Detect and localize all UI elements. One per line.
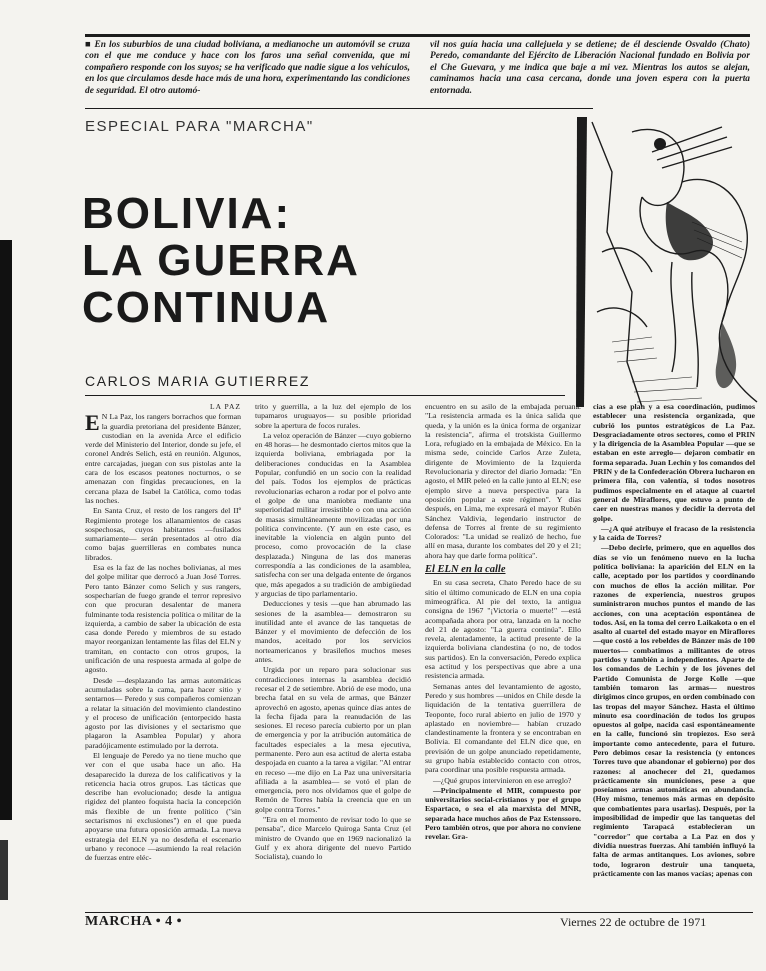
headline bbox=[82, 190, 360, 331]
paragraph: —Principalmente el MIR, compuesto por universitarios social-cristianos y por el grupo Espartaco, o sea el ala marxista del MNR, separada hace muchos años de Paz Estenssoro. Pero también otros, que por ahora no conviene revelar. Gra- bbox=[425, 785, 581, 842]
intro-block bbox=[85, 40, 755, 102]
paragraph: La veloz operación de Bánzer —cuyo gobierno en 48 horas— he desmontado ciertos mitos que la izquierda boliviana, embriagada por la deliberaciones conducidas en la Asamblea Popular, confundió en un socio con la realidad del país. Todos los ejemplos de prácticas revolucionarias echaron a rodar por el polvo ante el golpe de una maniobra mediante una superioridad militar irresistible o con una acción de masas simultáneamente movilizadas por una política convincente. (Y aun en este caso, es inevitable la violencia en algún punto del proceso, como provocación de la clase desplazada.) Ninguna de las dos maneras correspondía a las condiciones de la asamblea, satisfecha con ser una delgada entente de órganos que, más apegados a su tradición de ambigüedad y argucias de tipo parlamentario. bbox=[255, 430, 411, 598]
article-body bbox=[85, 402, 757, 910]
headline-line-2: LA GUERRA bbox=[82, 236, 360, 285]
headline-line-3: CONTINUA bbox=[82, 283, 331, 332]
footer-rule bbox=[85, 912, 753, 913]
scan-edge-shadow-lower bbox=[0, 840, 8, 900]
top-rule bbox=[85, 34, 750, 37]
article-column-1 bbox=[85, 402, 241, 910]
author-byline: CARLOS MARIA GUTIERREZ bbox=[85, 373, 311, 389]
paragraph: El lenguaje de Peredo ya no tiene mucho que ver con el que usaba hace un año. Ha desaparecido la dureza de los calificativos y la reticencia hacia otros grupos. Las tácticas que describe han evolucionado; desde la antigua rigidez del planteo foquista hacia la concepción más flexible de un frente político ("sin sectarismos ni exclusiones") en el que pueda apoyarse una futura oposición armada. La nueva estrategia del ELN ya no desdeña el escenario urbano y reconoce —asumiendo la real relación de fuerzas entre eléc- bbox=[85, 750, 241, 863]
byline-rule bbox=[85, 395, 565, 396]
paragraph: En Santa Cruz, el resto de los rangers del IIº Regimiento protege los allanamientos de casas sospechosas, cuyos habitantes —fusilados sumariamente— serán presentados al otro día como bajas guerrilleras en combates nunca librados. bbox=[85, 506, 241, 562]
paragraph: Semanas antes del levantamiento de agosto, Peredo y sus hombres —unidos en Chile desde la liquidación de la tentativa guerrillera de Teoponte, foco rural abierto en julio de 1970 y aplastado en noviembre— habían cruzado clandestinamente la frontera y se encontraban en Bolivia. El comandante del ELN dice que, en previsión de un golpe anunciado repetidamente, su grupo había establecido contacto con otros, para coordinar una posible respuesta armada. bbox=[425, 681, 581, 775]
special-label: ESPECIAL PARA "MARCHA" bbox=[85, 118, 314, 135]
paragraph: Urgida por un reparo para solucionar sus contradicciones internas la asamblea decidió recesar el 2 de setiembre. Abrió de ese modo, una brecha fatal en su vela de armas, que Bánzer aprovechó en agosto, apenas quince días antes de la fecha fijada para la reanudación de las sesiones. El receso parecía cubierto por un plan de emergencia y por la atribución automática de facultades especiales a la mesa ejecutiva, permanente. Pero aun esa actitud de alerta estaba despojada en cuanto a la tarea a vigilar. "Al entrar en receso —me dijo en La Paz una universitaria afiliada a la asamblea— se votó el plan de emergencia, pero nos olvidamos que el golpe de Remón de Torres había la creencia que en un golpe contra Torres." bbox=[255, 665, 411, 814]
paragraph: Deducciones y tesis —que han abrumado las sesiones de la asamblea— demostraron su inutilidad ante el avance de las tanquetas de Bánzer y el movimiento de defección de los mandos, aceitado por los servicios norteamericanos y brasileños muchos meses antes. bbox=[255, 599, 411, 665]
paragraph: Desde —desplazando las armas automáticas acumuladas sobre la cama, para hacer sitio y sentarnos— Peredo y sus compañeros comienzan a relatar la situación del movimiento clandestino y el proceso de unificación (entorpecido hasta agosto por las divisiones y el sectarismo que plagaron la Asamblea Popular) y ahora paradójicamente estimulado por la derrota. bbox=[85, 675, 241, 750]
footer-date: Viernes 22 de octubre de 1971 bbox=[560, 915, 707, 929]
paragraph: encuentro en su asilo de la embajada peruana. "La resistencia armada es la única salida que queda, y la unión es la única forma de organizar la resistencia", afirma el trotskista Guillermo Lora, refugiado en la embajada de México. En la misma sede, coincide Carlos Arze Zuleta, dirigente de Movimiento de la Izquierda Revolucionaria y director del diario Jornada: "En agosto, el MIR peleó en la calle junto al ELN; ese ejemplo sirve a nueva perspectiva para la oposición popular a este régimen". Y días después, en Lima, me expresará el mayor Rubén Sánchez Valdivia, legendario instructor de defensa de Torres al frente de su regimiento Colorados: "La unidad se realizó de hecho, fue allí en masa, durante los combates del 20 y el 21; ahora hay que darle forma política". bbox=[425, 402, 581, 560]
article-column-3 bbox=[425, 402, 581, 910]
bold-answer bbox=[425, 786, 581, 842]
intro-right: vil nos guía hacia una callejuela y se detiene; de él desciende Osvaldo (Chato) Peredo, comandante del Ejército de Liberación Nacional fundado en Bolivia por el Che Guevara, y me indica que baje a mi vez. Mientras los autos se alejan, caminamos hacia una casa cercana, donde una joven espera con la puerta entornada. bbox=[430, 40, 750, 96]
paragraph: —Debo decirle, primero, que en aquellos dos días se vio un fenómeno nuevo en la lucha política boliviana: la aparición del ELN en la calle, aceptado por los partidos y coordinando con muchos de ellos la acción militar. Por razones de experiencia, nuestros grupos suministraron muchos puntos el mando de las acciones, con una aceptación espontánea de todos. Así, en la toma del cerro Laikakota o en el asalto al cuartel del estado mayor en Miraflores —que costó a los rebeldes de Bánzer más de 100 muertos— combatimos a militantes de otros partidos y también a independientes. Aparte de los comandos de Lechín y de los jóvenes del Partido Comunista de Jorge Kolle —que también tomaron las armas— nuestros dirigimos cinco grupos, en orden combinado con las tropas del mayor Sánchez. Hasta el último minuto esa coordinación de todos los grupos opuestos al golpe, nacida casi espontáneamente en la calle, funcionó sin tropiezos. Eso será importante como antecedente, para el futuro. Pero debimos cesar la resistencia (y entonces Torres tuvo que abandonar el gobierno) por dos razones: al anochecer del 21, quedamos prácticamente sin municiones, pese a que poseíamos armas automáticas en abundancia. (Hoy mismo, tenemos más armas en depósito que combatientes para usarlas). Después, por la imposibilidad de impedir que las tanquetas del regimiento Tarapacá establecieran un "corredor" que cortaba a La Paz en dos y dividía nuestras fuerzas. Ahí también influyó la falta de armas antitanques. Los aviones, sobre todo, lograron destruir una tanqueta, prácticamente con las manos vacías; apenas con bbox=[593, 543, 755, 878]
paragraph: En su casa secreta, Chato Peredo hace de su sitio el último comunicado de ELN en una copia mimeográfica. Al pie del texto, la antigua consigna de 1967 "¡Victoria o muerte!" —está acompañada ahora por otra, lanzada en la noche del 21 de agosto: "La guerra continúa". Ello revela, alentadamente, la actitud presente de la izquierda boliviana clandestina (o no, de todos sus partidos). En la conversación, Peredo explica esa actitud y los perspectivas que abre a una resistencia armada. bbox=[425, 578, 581, 681]
paragraph-text: N La Paz, los rangers borrachos que forman la guardia pretoriana del presidente Bánzer, custodian en la avenida Arce el edificio verde del Ministerio del Interior, donde su jefe, el coronel Andrés Selich, está en reunión. Algunos, entre carcajadas, juegan con sus pistolas ante la cara de los escasos peatones nocturnos, o se amenazan con fingidas precauciones, en la cercana plaza de Isabel la Católica, como todas las noches. bbox=[85, 412, 241, 505]
dateline: LA PAZ bbox=[210, 402, 241, 411]
paragraph: "Era en el momento de revisar todo lo que se pensaba", dice Marcelo Quiroga Santa Cruz (el ministro de Ovando que en 1969 nacionalizó la Gulf y ex ahora dirigente del nuevo Partido Socialista), cuando lo bbox=[255, 815, 411, 862]
paragraph: trito y guerrilla, a la luz del ejemplo de los tupamaros uruguayos— su posible prioridad sobre la apertura de focos rurales. bbox=[255, 402, 411, 430]
guerrilla-illustration bbox=[572, 112, 762, 412]
paragraph: Esa es la faz de las noches bolivianas, al mes del golpe militar que derrocó a Juan José Torres. Pero tanto Bánzer como Selich y sus rangers, sospecharían de fuego grande el terror represivo con que procuran desalentar de manera fulminante toda resistencia política o militar de la izquierda, a cambio de saber la ubicación de esta casa donde Peredo y miembros de su estado mayor reorganizan lentamente las filas del ELN y tramitan, en contacto con otros grupos, la unificación de una respuesta armada al golpe de agosto. bbox=[85, 563, 241, 675]
article-column-4 bbox=[593, 402, 755, 910]
paragraph: —¿A qué atribuye el fracaso de la resistencia y la caída de Torres? bbox=[593, 523, 755, 543]
section-subhead: El ELN en la calle bbox=[425, 564, 506, 576]
scan-edge-shadow bbox=[0, 240, 12, 820]
paragraph: —¿Qué grupos intervinieron en ese arreglo? bbox=[433, 775, 572, 785]
paragraph: cias a ese plan y a esa coordinación, pudimos establecer una resistencia organizada, que cubrió los puntos estratégicos de La Paz. Desgraciadamente otros sectores, como el PRIN y la dirigencia de la Asamblea Popular —que se estaban en este arreglo— dejaron combatir en forma separada. Juan Lechín y los comandos del PRIN y de la Confederación Obrera lucharon en primera fila, con valentía, si todos nosotros pudimos especialmente en el ataque al cuartel general de Miraflores, que estuvo a punto de caer en nuestras manos y decidir la derrota del golpe. bbox=[593, 402, 755, 523]
drop-cap: E bbox=[85, 410, 100, 436]
article-column-2 bbox=[255, 402, 411, 910]
footer-publication: MARCHA • 4 • bbox=[85, 914, 183, 929]
intro-left-text: En los suburbios de una ciudad boliviana, a medianoche un automóvil se cruza con el que me conduce y hace con los faros una señal convenida, que mi compañero responde con los suyos; se ha verificado que nadie sigue a los vehículos, en los que circulamos desde hace más de una hora, experimentando las condiciones de seguridad. El otro automó- bbox=[85, 40, 410, 96]
section-rule bbox=[85, 108, 593, 109]
paragraph bbox=[85, 412, 241, 505]
headline-line-1: BOLIVIA: bbox=[82, 189, 292, 238]
intro-left: ■ En los suburbios de una ciudad boliviana, a medianoche un automóvil se cruza con el que me conduce y hace con los faros una señal convenida, que mi compañero responde con los suyos; se ha verificado que nadie sigue a los vehículos, en los que circulamos desde hace más de una hora, experimentando las condiciones de seguridad. El otro automó- bbox=[85, 40, 410, 96]
